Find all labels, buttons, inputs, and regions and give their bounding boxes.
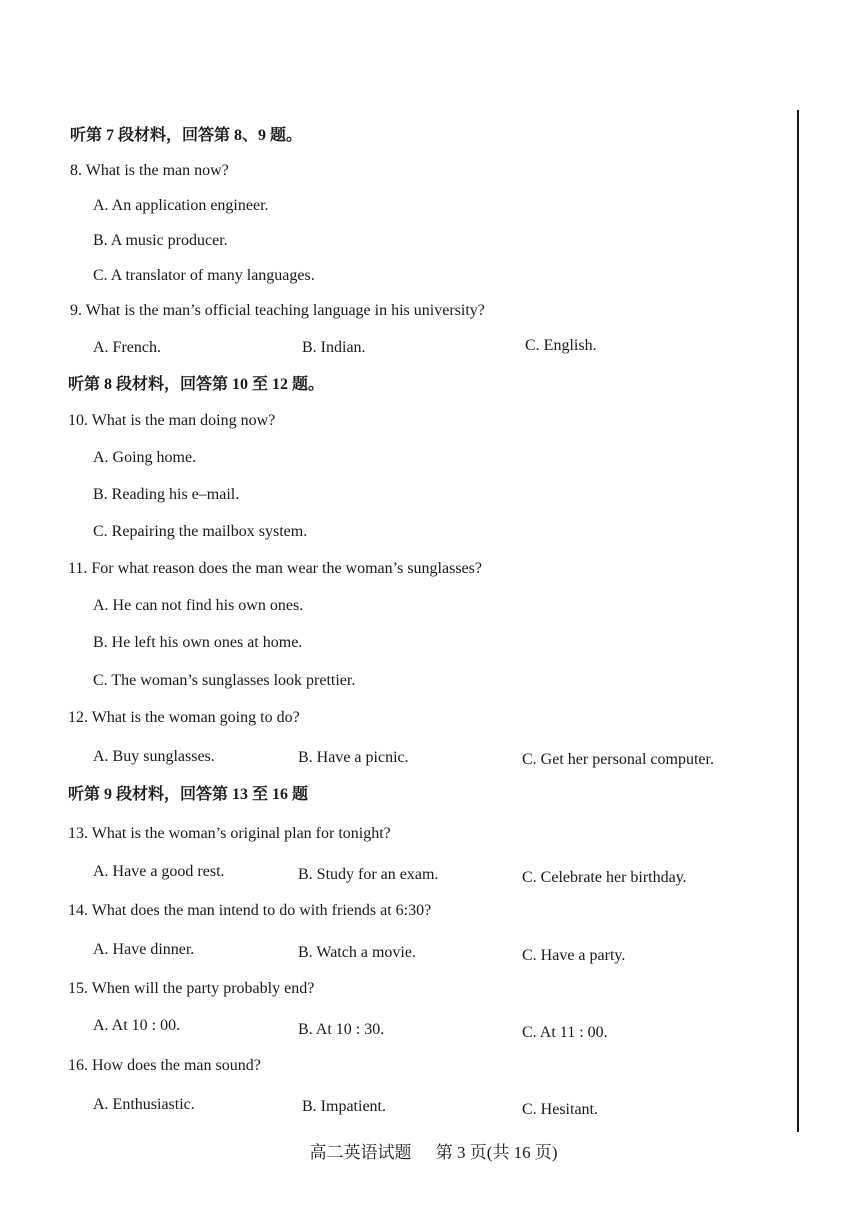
question-14-option-a: A. Have dinner. <box>93 941 195 958</box>
question-14-option-c: C. Have a party. <box>522 947 626 964</box>
question-16-option-b: B. Impatient. <box>302 1098 386 1115</box>
question-10-option-a: A. Going home. <box>93 449 197 466</box>
question-16-option-a: A. Enthusiastic. <box>93 1096 195 1113</box>
question-14-option-b: B. Watch a movie. <box>298 944 416 961</box>
question-16-stem: 16. How does the man sound? <box>68 1057 261 1074</box>
question-11-option-c: C. The woman’s sunglasses look prettier. <box>93 672 356 689</box>
question-8-option-c: C. A translator of many languages. <box>93 267 315 284</box>
question-9-option-b: B. Indian. <box>302 339 366 356</box>
question-8-option-b: B. A music producer. <box>93 232 228 249</box>
question-12-option-c: C. Get her personal computer. <box>522 751 714 768</box>
footer-page-number: 第 3 页(共 16 页) <box>435 1143 558 1162</box>
question-11-option-a: A. He can not find his own ones. <box>93 597 304 614</box>
footer-subject: 高二英语试题 <box>309 1143 412 1162</box>
question-15-stem: 15. When will the party probably end? <box>68 980 315 997</box>
question-9-stem: 9. What is the man’s official teaching language in his university? <box>70 302 485 319</box>
question-15-option-b: B. At 10 : 30. <box>298 1021 385 1038</box>
question-9-option-c: C. English. <box>525 337 597 354</box>
section-heading-7: 听第 7 段材料，回答第 8、9 题。 <box>70 127 303 144</box>
question-11-option-b: B. He left his own ones at home. <box>93 634 303 651</box>
question-8-stem: 8. What is the man now? <box>70 162 229 179</box>
page-footer <box>0 1138 867 1163</box>
question-10-stem: 10. What is the man doing now? <box>68 412 276 429</box>
question-15-option-a: A. At 10 : 00. <box>93 1017 181 1034</box>
question-11-stem: 11. For what reason does the man wear the woman’s sunglasses? <box>68 560 482 577</box>
question-12-option-a: A. Buy sunglasses. <box>93 748 215 765</box>
question-13-option-c: C. Celebrate her birthday. <box>522 869 687 886</box>
section-heading-8: 听第 8 段材料，回答第 10 至 12 题。 <box>68 376 325 393</box>
question-12-option-b: B. Have a picnic. <box>298 749 409 766</box>
question-12-stem: 12. What is the woman going to do? <box>68 709 300 726</box>
question-15-option-c: C. At 11 : 00. <box>522 1024 608 1041</box>
margin-rule <box>797 110 799 1132</box>
question-13-stem: 13. What is the woman’s original plan for tonight? <box>68 825 391 842</box>
section-heading-9: 听第 9 段材料，回答第 13 至 16 题 <box>68 786 309 803</box>
question-8-option-a: A. An application engineer. <box>93 197 269 214</box>
question-13-option-a: A. Have a good rest. <box>93 863 225 880</box>
question-16-option-c: C. Hesitant. <box>522 1101 598 1118</box>
question-10-option-c: C. Repairing the mailbox system. <box>93 523 308 540</box>
question-14-stem: 14. What does the man intend to do with friends at 6:30? <box>68 902 432 919</box>
question-13-option-b: B. Study for an exam. <box>298 866 439 883</box>
question-10-option-b: B. Reading his e–mail. <box>93 486 240 503</box>
question-9-option-a: A. French. <box>93 339 161 356</box>
